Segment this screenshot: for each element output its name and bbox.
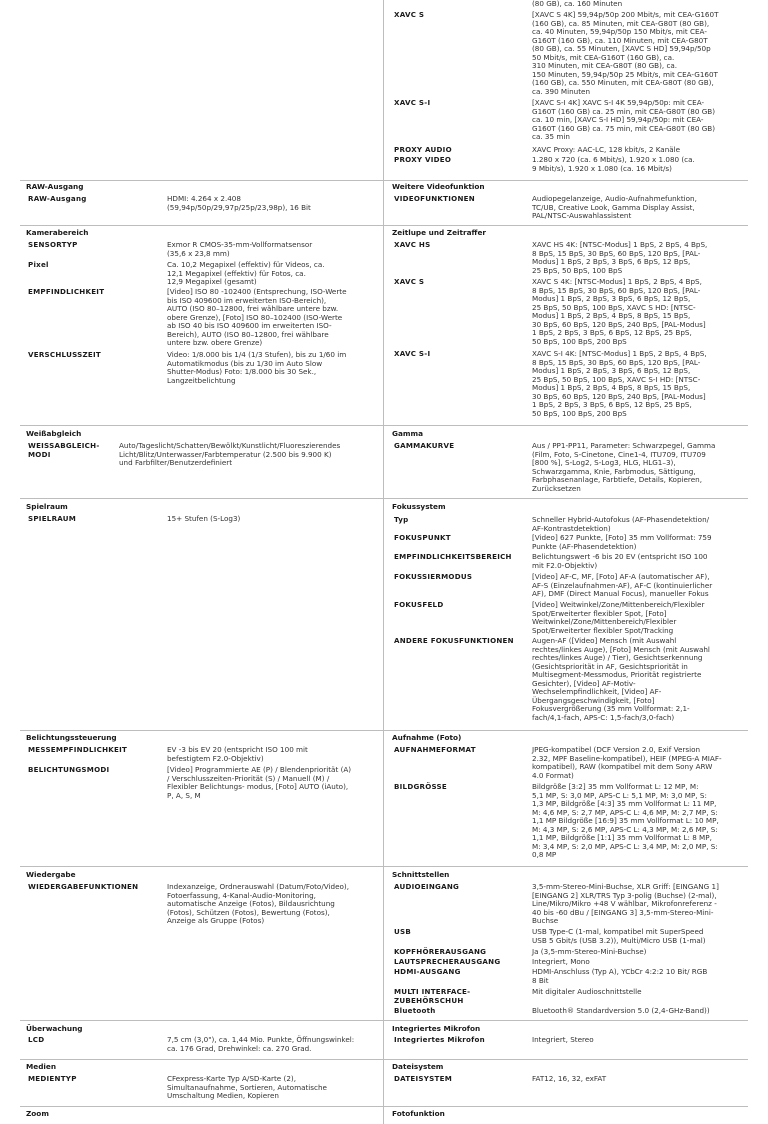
spec-value: Mit digitaler Audioschnittstelle: [532, 987, 642, 996]
spec-value: [Video] 627 Punkte, [Foto] 35 mm Vollformat: 759 Punkte (AF-Phasendetektion): [532, 533, 712, 551]
spec-value: FAT12, 16, 32, exFAT: [532, 1074, 607, 1083]
section-title: Kamerabereich: [26, 228, 89, 237]
spec-label: MESSEMPFINDLICHKEIT: [28, 745, 128, 754]
spec-label: LCD: [28, 1035, 45, 1044]
spec-value: Integriert, Mono: [532, 957, 590, 966]
spec-value: Bildgröße [3:2] 35 mm Vollformat L: 12 MP, M: 5,1 MP, S: 3,0 MP, APS-C L: 5,1 MP, M: 3,0 MP, S: 1,3 MP, Bildgröße [4:3] 35 mm Vollformat L: 11 MP, M: 4,6 MP, S: 2,7 MP, APS-C L: 4,6 MP, M: 2,7 MP, S: 1,1 MP Bildgröße [16:9] 35 mm Vollformat L: 10 MP, M: 4,3 MP, S: 2,6 MP, APS-C L: 4,3 MP, M: 2,6 MP, S: 1,1 MP, Bildgröße [1:1] 35 mm Vollformat L: 8 MP, M: 3,4 MP, S: 2,0 MP, APS-C L: 3,4 MP, M: 2,0 MP, S: 0,8 MP: [532, 782, 719, 860]
spec-label: SPIELRAUM: [28, 514, 77, 523]
spec-value: 15+ Stufen (S-Log3): [167, 514, 241, 523]
column-divider: [383, 0, 384, 1124]
spec-value: [Video] Weitwinkel/Zone/Mittenbereich/Flexibler Spot/Erweiterter flexibler Spot, [Foto] Weitwinkel/Zone/Mittenbereich/Flexibler Spot/Erweiterter flexibler Spot/Tracking: [532, 600, 705, 635]
spec-value: [XAVC S-I 4K] XAVC S-I 4K 59,94p/50p: mit CEA- G160T (160 GB) ca. 25 min, mit CEA-G80T (80 GB) ca. 10 min, [XAVC S-I HD] 59,94p/50p: mit CEA- G160T (160 GB) ca. 75 min, mit CEA-G80T (80 GB) ca. 35 min: [532, 98, 716, 142]
section-divider: [20, 730, 748, 731]
spec-value: [Video] AF-C, MF, [Foto] AF-A (automatischer AF), AF-S (Einzelaufnahmen-AF), AF-C (kontinuierlicher AF), DMF (Direct Manual Focus), manueller Fokus: [532, 572, 713, 599]
spec-label: AUFNAHMEFORMAT: [394, 745, 476, 754]
spec-value: 3,5-mm-Stereo-Mini-Buchse, XLR Griff: [EINGANG 1] [EINGANG 2] XLR/TRS Typ 3-polig (Buchse) (2-mal), Line/Mikro/Mikro +48 V wählbar, Mikrofonreferenz - 40 bis -60 dBu / [EINGANG 3] 3,5-mm-Stereo-Mini- Buchse: [532, 882, 719, 926]
section-title: Zeitlupe und Zeitraffer: [392, 228, 487, 237]
section-title: RAW-Ausgang: [26, 182, 84, 191]
spec-label: Bluetooth: [394, 1006, 436, 1015]
spec-label: VIDEOFUNKTIONEN: [394, 194, 475, 203]
spec-label: DATEISYSTEM: [394, 1074, 452, 1083]
spec-value: HDMI-Anschluss (Typ A), YCbCr 4:2:2 10 Bit/ RGB 8 Bit: [532, 967, 708, 985]
spec-value: USB Type-C (1-mal, kompatibel mit SuperSpeed USB 5 Gbit/s (USB 3.2)), Multi/Micro USB (1-mal): [532, 927, 706, 945]
spec-value: XAVC HS 4K: [NTSC-Modus] 1 BpS, 2 BpS, 4 BpS, 8 BpS, 15 BpS, 30 BpS, 60 BpS, 120 BpS, [PAL- Modus] 1 BpS, 2 BpS, 3 BpS, 6 BpS, 12 BpS, 25 BpS, 50 BpS, 100 BpS: [532, 240, 708, 275]
section-title: Integriertes Mikrofon: [392, 1024, 481, 1033]
spec-value: Aus / PP1-PP11, Parameter: Schwarzpegel, Gamma (Film, Foto, S-Cinetone, Cine1-4, ITU709, ITU709 [800 %], S-Log2, S-Log3, HLG, HLG1–3), Schwarzgamma, Knie, Farbmodus, Sättigung, Farbphasenanlage, Farbtiefe, Details, Kopieren, Zurücksetzen: [532, 441, 716, 493]
section-title: Belichtungssteuerung: [26, 733, 117, 742]
spec-value: [Video] Programmierte AE (P) / Blendenpriorität (A) / Verschlusszeiten-Priorität (S) / Manuell (M) / Flexibler Belichtungs- modus, [Foto] AUTO (iAuto), P, A, S, M: [167, 765, 352, 800]
spec-value: [XAVC S 4K] 59,94p/50p 200 Mbit/s, mit CEA-G160T (160 GB), ca. 85 Minuten, mit CEA-G80T (80 GB), ca. 40 Minuten, 59,94p/50p 150 Mbit/s, mit CEA- G160T (160 GB), ca. 110 Minuten, mit CEA-G80T (80 GB), ca. 55 Minuten, [XAVC S HD] 59,94p/50p 50 Mbit/s, mit CEA-G160T (160 GB), ca. 310 Minuten, mit CEA-G80T (80 GB), ca. 150 Minuten, 59,94p/50p 25 Mbit/s, mit CEA-G160T (160 GB), ca. 550 Minuten, mit CEA-G80T (80 GB), ca. 390 Minuten: [532, 10, 719, 96]
section-divider: [20, 1020, 748, 1021]
spec-label: WIEDERGABEFUNKTIONEN: [28, 882, 139, 891]
spec-value: XAVC Proxy: AAC-LC, 128 kbit/s, 2 Kanäle: [532, 145, 681, 154]
spec-label: XAVC S-I: [394, 349, 431, 358]
spec-label: GAMMAKURVE: [394, 441, 455, 450]
spec-value: Belichtungswert -6 bis 20 EV (entspricht ISO 100 mit F2.0-Objektiv): [532, 552, 708, 570]
section-title: Gamma: [392, 429, 424, 438]
spec-label: BELICHTUNGSMODI: [28, 765, 110, 774]
spec-value: XAVC S 4K: [NTSC-Modus] 1 BpS, 2 BpS, 4 BpS, 8 BpS, 15 BpS, 30 BpS, 60 BpS, 120 BpS, [PAL- Modus] 1 BpS, 2 BpS, 3 BpS, 6 BpS, 12 BpS, 25 BpS, 50 BpS, 100 BpS, XAVC S HD: [NTSC- Modus] 1 BpS, 2 BpS, 4 BpS, 8 BpS, 15 BpS, 30 BpS, 60 BpS, 120 BpS, 240 BpS, [PAL-Modus] 1 BpS, 2 BpS, 3 BpS, 6 BpS, 12 BpS, 25 BpS, 50 BpS, 100 BpS, 200 BpS: [532, 277, 706, 346]
spec-value: XAVC S-I 4K: [NTSC-Modus] 1 BpS, 2 BpS, 4 BpS, 8 BpS, 15 BpS, 30 BpS, 60 BpS, 120 BpS, [PAL- Modus] 1 BpS, 2 BpS, 3 BpS, 6 BpS, 12 BpS, 25 BpS, 50 BpS, 100 BpS, XAVC S-I HD: [NTSC- Modus] 1 BpS, 2 BpS, 4 BpS, 8 BpS, 15 BpS, 30 BpS, 60 BpS, 120 BpS, 240 BpS, [PAL-Modus] 1 BpS, 2 BpS, 3 BpS, 6 BpS, 12 BpS, 25 BpS, 50 BpS, 100 BpS, 200 BpS: [532, 349, 707, 418]
spec-label: PROXY AUDIO: [394, 145, 452, 154]
spec-label: Typ: [394, 515, 409, 524]
spec-value: Bluetooth® Standardversion 5.0 (2,4-GHz-Band)): [532, 1006, 710, 1015]
section-divider: [20, 180, 748, 181]
spec-value: Indexanzeige, Ordnerauswahl (Datum/Foto/Video), Fotoerfassung, 4-Kanal-Audio-Monitoring, automatische Anzeige (Fotos), Bildausrichtung (Fotos), Schützen (Fotos), Bewertung (Fotos), Anzeige als Gruppe (Fotos): [167, 882, 349, 926]
spec-label: FOKUSSIERMODUS: [394, 572, 473, 581]
section-title: Weißabgleich: [26, 429, 82, 438]
section-divider: [20, 425, 748, 426]
spec-label: XAVC S: [394, 277, 425, 286]
spec-value: HDMI: 4.264 x 2.408 (59,94p/50p/29,97p/25p/23,98p), 16 Bit: [167, 194, 311, 212]
spec-label: MULTI INTERFACE- ZUBEHÖRSCHUH: [394, 987, 471, 1005]
spec-value: JPEG-kompatibel (DCF Version 2.0, Exif Version 2.32, MPF Baseline-kompatibel), HEIF (MPEG-A MIAF- kompatibel), RAW (kompatibel mit dem Sony ARW 4.0 Format): [532, 745, 722, 780]
spec-label: VERSCHLUSSZEIT: [28, 350, 101, 359]
spec-value: [Video] ISO 80 -102400 (Entsprechung, ISO-Werte bis ISO 409600 im erweiterten ISO-Bereich), AUTO (ISO 80–12800, frei wählbare untere bzw. obere Grenze), [Foto] ISO 80–102400 (ISO-Werte ab ISO 40 bis ISO 409600 im erweiterten ISO- Bereich), AUTO (ISO 80–12800, frei wählbare untere bzw. obere Grenze): [167, 287, 347, 348]
spec-value: (80 GB), ca. 160 Minuten: [532, 0, 623, 8]
section-divider: [20, 1059, 748, 1060]
spec-value: Schneller Hybrid-Autofokus (AF-Phasendetektion/ AF-Kontrastdetektion): [532, 515, 710, 533]
section-title: Zoom: [26, 1109, 49, 1118]
spec-label: BILDGRÖSSE: [394, 782, 448, 791]
section-title: Schnittstellen: [392, 870, 450, 879]
spec-label: WEISSABGLEICH- MODI: [28, 441, 100, 459]
spec-label: Pixel: [28, 260, 49, 269]
spec-value: Audiopegelanzeige, Audio-Aufnahmefunktion, TC/UB, Creative Look, Gamma Display Assist, PAL/NTSC-Auswahlassistent: [532, 194, 697, 221]
spec-label: RAW-Ausgang: [28, 194, 87, 203]
spec-label: USB: [394, 927, 412, 936]
section-title: Wiedergabe: [26, 870, 76, 879]
spec-label: EMPFINDLICHKEITSBEREICH: [394, 552, 512, 561]
section-title: Fokussystem: [392, 502, 446, 511]
spec-label: MEDIENTYP: [28, 1074, 77, 1083]
spec-label: EMPFINDLICHKEIT: [28, 287, 105, 296]
spec-value: Exmor R CMOS-35-mm-Vollformatsensor (35,6 x 23,8 mm): [167, 240, 313, 258]
spec-value: EV -3 bis EV 20 (entspricht ISO 100 mit befestigtem F2.0-Objektiv): [167, 745, 308, 763]
section-title: Dateisystem: [392, 1062, 444, 1071]
spec-value: 7,5 cm (3,0"), ca. 1,44 Mio. Punkte, Öffnungswinkel: ca. 176 Grad, Drehwinkel: ca. 270 Grad.: [167, 1035, 355, 1053]
section-title: Medien: [26, 1062, 57, 1071]
spec-label: LAUTSPRECHERAUSGANG: [394, 957, 501, 966]
spec-label: XAVC S: [394, 10, 425, 19]
section-title: Aufnahme (Foto): [392, 733, 462, 742]
spec-label: HDMI-AUSGANG: [394, 967, 461, 976]
spec-label: XAVC S-I: [394, 98, 431, 107]
spec-label: AUDIOEINGANG: [394, 882, 460, 891]
spec-label: PROXY VIDEO: [394, 155, 452, 164]
spec-value: Augen-AF ([Video] Mensch (mit Auswahl rechtes/linkes Auge), [Foto] Mensch (mit Auswahl rechtes/linkes Auge) / Tier), Gesichtserkennung (Gesichtspriorität in AF, Gesichtspriorität in Multisegment-Messmodus, Priorität registrierte Gesichter), [Video] AF-Motiv- Wechselempfindlichkeit, [Video] AF- Übergangsgeschwindigkeit, [Foto] Fokusvergrößerung (35 mm Vollformat: 2,1- fach/4,1-fach, APS-C: 1,5-fach/3,0-fach): [532, 636, 710, 722]
section-title: Fotofunktion: [392, 1109, 445, 1118]
spec-value: Ja (3,5-mm-Stereo-Mini-Buchse): [532, 947, 647, 956]
section-title: Spielraum: [26, 502, 68, 511]
spec-label: FOKUSFELD: [394, 600, 444, 609]
section-title: Überwachung: [26, 1024, 83, 1033]
spec-value: CFexpress-Karte Typ A/SD-Karte (2), Simultanaufnahme, Sortieren, Automatische Umschaltung Medien, Kopieren: [167, 1074, 327, 1101]
section-title: Weitere Videofunktion: [392, 182, 485, 191]
spec-label: ANDERE FOKUSFUNKTIONEN: [394, 636, 514, 645]
section-divider: [20, 225, 748, 226]
spec-value: Auto/Tageslicht/Schatten/Bewölkt/Kunstlicht/Fluoreszierendes Licht/Blitz/Unterwasser/Farbtemperatur (2.500 bis 9.900 K) und Farbfilter/Benutzerdefiniert: [119, 441, 341, 468]
spec-value: 1.280 x 720 (ca. 6 Mbit/s), 1.920 x 1.080 (ca. 9 Mbit/s), 1.920 x 1.080 (ca. 16 Mbit/s): [532, 155, 695, 173]
section-divider: [20, 498, 748, 499]
section-divider: [20, 866, 748, 867]
spec-value: Video: 1/8.000 bis 1/4 (1/3 Stufen), bis zu 1/60 im Automatikmodus (bis zu 1/30 im Auto Slow Shutter-Modus) Foto: 1/8.000 bis 30 Sek., Langzeitbelichtung: [167, 350, 347, 385]
spec-label: FOKUSPUNKT: [394, 533, 451, 542]
spec-label: Integriertes Mikrofon: [394, 1035, 485, 1044]
spec-value: Ca. 10,2 Megapixel (effektiv) für Videos, ca. 12,1 Megapixel (effektiv) für Fotos, ca. 12,9 Megapixel (gesamt): [167, 260, 325, 287]
spec-label: SENSORTYP: [28, 240, 78, 249]
spec-label: XAVC HS: [394, 240, 431, 249]
spec-label: KOPFHÖRERAUSGANG: [394, 947, 487, 956]
spec-value: Integriert, Stereo: [532, 1035, 594, 1044]
section-divider: [20, 1106, 748, 1107]
